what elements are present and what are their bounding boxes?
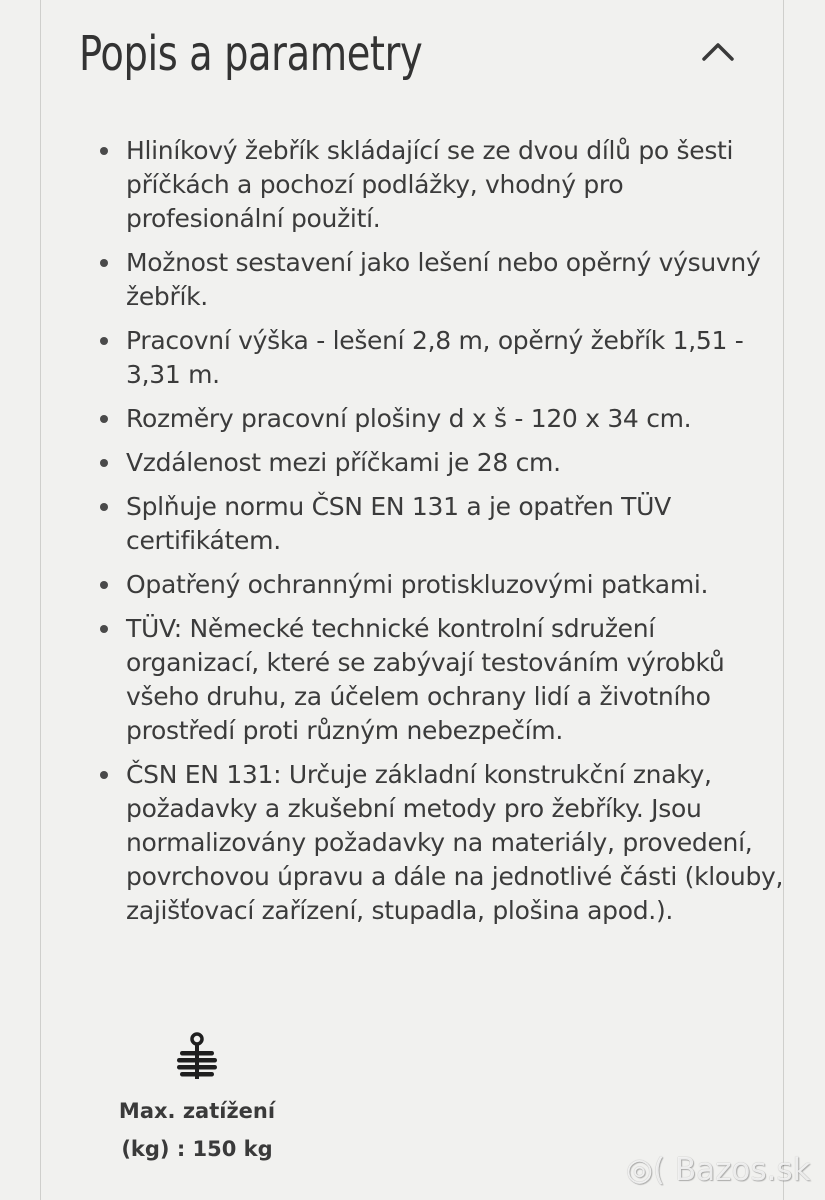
- list-item: [84, 134, 784, 236]
- list-item-text: Hliníkový žebřík skládající se ze dvou dílů po šesti příčkách a pochozí podlážky, vhodný pro profesionální použití.: [126, 136, 734, 233]
- bullet-icon: [100, 459, 108, 467]
- description-section: [41, 0, 783, 1200]
- bullet-icon: [100, 415, 108, 423]
- watermark-logo-icon: ◎(: [626, 1152, 666, 1188]
- description-list: [84, 134, 784, 938]
- section-title: Popis a parametry: [79, 26, 423, 82]
- list-item-text: Splňuje normu ČSN EN 131 a je opatřen TÜV certifikátem.: [126, 492, 671, 555]
- bullet-icon: [100, 771, 108, 779]
- list-item: [84, 612, 784, 748]
- list-item: [84, 446, 784, 480]
- list-item-text: Rozměry pracovní plošiny d x š - 120 x 34 cm.: [126, 404, 692, 433]
- list-item-text: Pracovní výška - lešení 2,8 m, opěrný žebřík 1,51 - 3,31 m.: [126, 326, 744, 389]
- list-item-text: Vzdálenost mezi příčkami je 28 cm.: [126, 448, 561, 477]
- list-item: [84, 568, 784, 602]
- watermark-text: Bazos.sk: [675, 1152, 811, 1188]
- bullet-icon: [100, 259, 108, 267]
- list-item: [84, 246, 784, 314]
- bullet-icon: [100, 581, 108, 589]
- max-load-spec: [84, 1032, 310, 1168]
- bullet-icon: [100, 625, 108, 633]
- bullet-icon: [100, 147, 108, 155]
- max-load-value: (kg) : 150 kg: [121, 1137, 273, 1161]
- list-item-text: ČSN EN 131: Určuje základní konstrukční znaky, požadavky a zkušební metody pro žebříky. Jsou normalizovány požadavky na materiály, provedení, povrchovou úpravu a dále na jednotlivé části (klouby, zajišťovací zařízení, stupadla, plošina apod.).: [126, 760, 784, 925]
- list-item: [84, 490, 784, 558]
- list-item: [84, 324, 784, 392]
- list-item-text: Možnost sestavení jako lešení nebo opěrný výsuvný žebřík.: [126, 248, 761, 311]
- list-item: [84, 758, 784, 928]
- list-item: [84, 402, 784, 436]
- max-load-label: Max. zatížení: [118, 1099, 276, 1123]
- list-item-text: Opatřený ochrannými protiskluzovými patkami.: [126, 570, 709, 599]
- bullet-icon: [100, 503, 108, 511]
- hanging-weight-icon: [175, 1032, 219, 1082]
- list-item-text: TÜV: Německé technické kontrolní sdružení organizací, které se zabývají testováním výrobků všeho druhu, za účelem ochrany lidí a životního prostředí proti různým nebezpečím.: [126, 614, 725, 745]
- bullet-icon: [100, 337, 108, 345]
- chevron-up-icon: [693, 34, 743, 74]
- collapse-toggle-button[interactable]: [693, 34, 743, 74]
